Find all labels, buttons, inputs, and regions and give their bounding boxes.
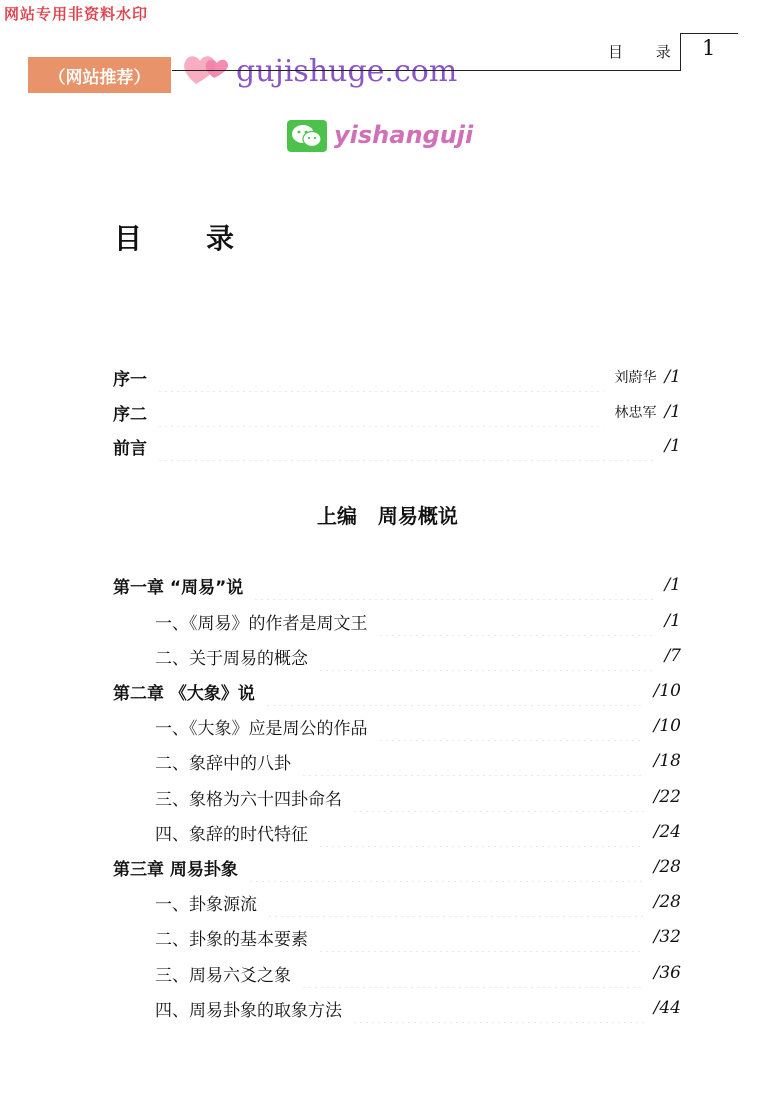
toc-section-page: /44 — [653, 998, 681, 1018]
toc-leader-dots — [352, 782, 644, 812]
toc-entry-label: 序二 — [113, 404, 147, 425]
toc-entry-page: /1 — [664, 436, 681, 456]
toc-section-page: /36 — [653, 963, 681, 983]
toc-section-label: 一、《周易》的作者是周文王 — [155, 613, 368, 634]
toc-leader-dots — [301, 746, 644, 776]
toc-chapter-label: 第一章 “周易”说 — [113, 577, 244, 598]
toc-leader-dots — [378, 606, 655, 636]
wechat-icon — [287, 120, 327, 152]
watermark-notice: 网站专用非资料水印 — [4, 5, 149, 23]
header-rule — [172, 70, 680, 71]
toc-leader-dots — [378, 711, 644, 741]
toc-chapter-label: 第二章 《大象》说 — [113, 683, 255, 704]
toc-chapter-page: /10 — [653, 681, 681, 701]
site-url[interactable]: gujishuge.com — [236, 54, 458, 89]
toc-chapter[interactable] — [113, 852, 681, 882]
toc-leader-dots — [157, 431, 654, 461]
toc-section[interactable] — [155, 606, 681, 636]
toc-section[interactable] — [155, 993, 681, 1023]
toc-leader-dots — [267, 887, 644, 917]
toc-section-label: 一、《大象》应是周公的作品 — [155, 718, 368, 739]
toc-leader-dots — [248, 852, 644, 882]
toc-entry[interactable] — [113, 397, 681, 427]
toc-entry-label: 序一 — [113, 369, 147, 390]
toc-section[interactable] — [155, 922, 681, 952]
toc-section-page: /22 — [653, 787, 681, 807]
running-header-title: 目 录 — [608, 43, 685, 61]
toc-section[interactable] — [155, 746, 681, 776]
header-top-rule — [680, 33, 738, 34]
toc-leader-dots — [265, 676, 644, 706]
toc-leader-dots — [301, 958, 644, 988]
toc-chapter-page: /28 — [653, 857, 681, 877]
toc-section-label: 四、周易卦象的取象方法 — [155, 1000, 342, 1021]
toc-chapter[interactable] — [113, 676, 681, 706]
toc-section[interactable] — [155, 817, 681, 847]
toc-section[interactable] — [155, 782, 681, 812]
toc-entry-label: 前言 — [113, 438, 147, 459]
toc-section-label: 二、关于周易的概念 — [155, 648, 308, 669]
page-number: 1 — [702, 36, 716, 60]
toc-section-label: 四、象辞的时代特征 — [155, 824, 308, 845]
toc-section-page: /7 — [664, 646, 681, 666]
toc-section[interactable] — [155, 711, 681, 741]
toc-section-page: /24 — [653, 822, 681, 842]
page-title: 目录 — [114, 222, 299, 255]
toc-section-label: 三、周易六爻之象 — [155, 965, 291, 986]
toc-section[interactable] — [155, 641, 681, 671]
toc-section-label: 一、卦象源流 — [155, 894, 257, 915]
toc-entry[interactable] — [113, 431, 681, 461]
toc-chapter-page: /1 — [664, 575, 681, 595]
toc-leader-dots — [157, 362, 604, 392]
toc-leader-dots — [318, 641, 654, 671]
toc-leader-dots — [157, 397, 604, 427]
toc-chapter[interactable] — [113, 570, 681, 600]
toc-entry-page: /1 — [664, 367, 681, 387]
toc-entry[interactable] — [113, 362, 681, 392]
toc-section-page: /32 — [653, 927, 681, 947]
wechat-id: yishanguji — [334, 121, 474, 149]
toc-section-page: /18 — [653, 751, 681, 771]
toc-section[interactable] — [155, 958, 681, 988]
hearts-icon — [182, 48, 234, 88]
site-recommend-badge: （网站推荐） — [28, 57, 171, 93]
toc-entry-author: 林忠军 — [614, 405, 657, 421]
toc-leader-dots — [318, 922, 644, 952]
toc-section-page: /1 — [664, 611, 681, 631]
toc-section-page: /28 — [653, 892, 681, 912]
toc-section-label: 二、象辞中的八卦 — [155, 753, 291, 774]
toc-entry-page: /1 — [664, 402, 681, 422]
toc-section-label: 三、象格为六十四卦命名 — [155, 789, 342, 810]
toc-chapter-label: 第三章 周易卦象 — [113, 859, 238, 880]
toc-section[interactable] — [155, 887, 681, 917]
toc-section-page: /10 — [653, 716, 681, 736]
toc-leader-dots — [253, 570, 654, 600]
toc-leader-dots — [352, 993, 644, 1023]
toc-entry-author: 刘蔚华 — [614, 370, 657, 386]
toc-leader-dots — [318, 817, 644, 847]
part-heading: 上编 周易概说 — [317, 504, 458, 528]
toc-section-label: 二、卦象的基本要素 — [155, 929, 308, 950]
